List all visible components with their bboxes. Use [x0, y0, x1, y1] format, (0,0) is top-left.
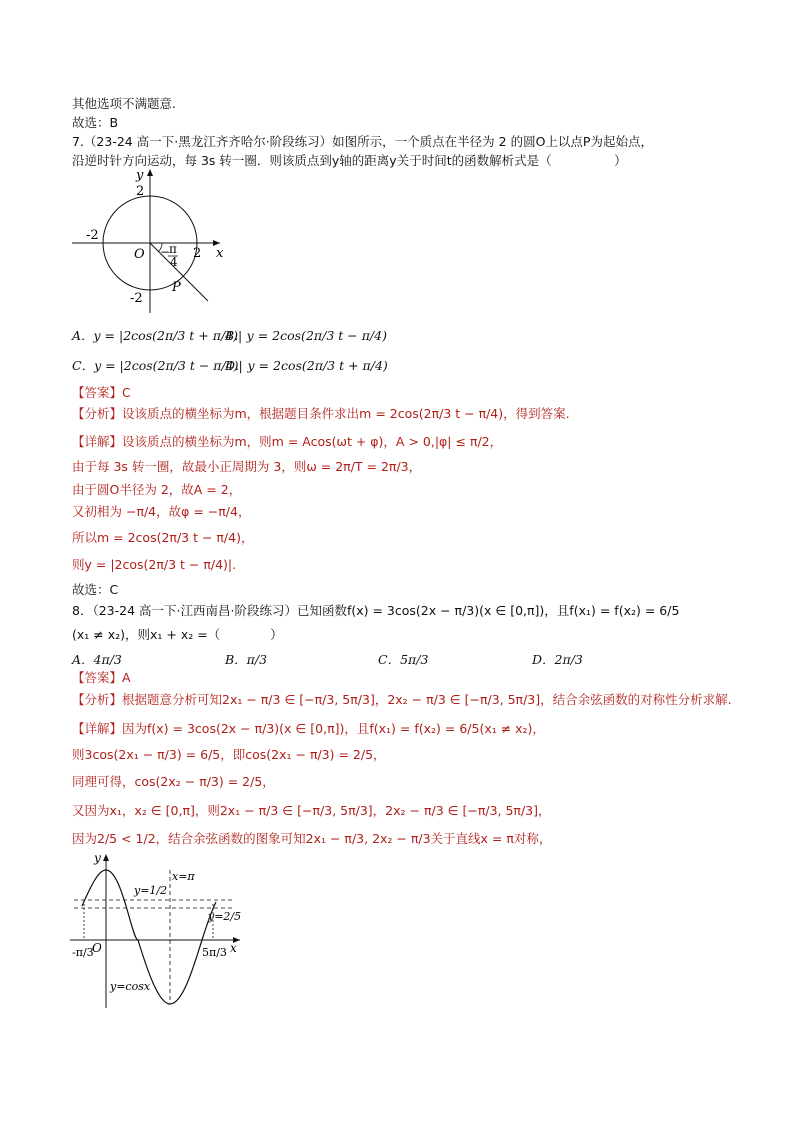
q7-circle-figure	[70, 165, 230, 315]
q7-option-d[interactable]: D．y = 2cos(2π/3 t + π/4)	[225, 358, 388, 373]
q8-answer: 【答案】A	[72, 670, 131, 685]
prev-conclusion-text: 其他选项不满题意.	[72, 96, 176, 111]
q8-stem-line2: (x₁ ≠ x₂)，则x₁ + x₂ =（ ）	[72, 627, 283, 642]
q7-detail-line6: 则y = |2cos(2π/3 t − π/4)|.	[72, 557, 237, 572]
q8-option-d[interactable]: D．2π/3	[532, 652, 583, 667]
y-axis-label: y	[94, 851, 101, 865]
q7-detail-line3: 由于圆O半径为 2，故A = 2，	[72, 482, 242, 497]
q7-answer: 【答案】C	[72, 385, 131, 400]
q8-option-a[interactable]: A．4π/3	[72, 652, 122, 667]
y-axis-label: y	[136, 168, 144, 183]
q7-detail-line2: 由于每 3s 转一圈，故最小正周期为 3，则ω = 2π/T = 2π/3，	[72, 459, 422, 474]
label-5pi-over-3: 5π/3	[202, 946, 227, 959]
prev-answer-choice: 故选：B	[72, 115, 119, 130]
q8-detail-line3: 同理可得，cos(2x₂ − π/3) = 2/5，	[72, 774, 275, 789]
label-y-half: y=1/2	[134, 884, 168, 897]
x-axis-label: x	[230, 941, 237, 955]
q8-option-c[interactable]: C．5π/3	[378, 652, 429, 667]
q8-option-b[interactable]: B．π/3	[225, 652, 268, 667]
x-axis-label: x	[216, 246, 224, 261]
label-neg-pi-over-3: -π/3	[72, 946, 94, 959]
q7-detail-line1: 【详解】设该质点的横坐标为m，则m = Acos(ωt + φ)，A > 0,|φ| ≤ π/2，	[72, 434, 503, 449]
tick-bottom-label: -2	[130, 291, 143, 306]
label-x-pi: x=π	[172, 870, 195, 883]
label-y-two-fifths: y=2/5	[208, 910, 242, 923]
q7-final-choice: 故选：C	[72, 582, 119, 597]
q8-detail-line1: 【详解】因为f(x) = 3cos(2x − π/3)(x ∈ [0,π])，且f(x₁) = f(x₂) = 6/5(x₁ ≠ x₂)，	[72, 721, 545, 736]
q7-option-b[interactable]: B．y = 2cos(2π/3 t − π/4)	[225, 328, 387, 343]
tick-top-label: 2	[136, 184, 145, 199]
q8-detail-line2: 则3cos(2x₁ − π/3) = 6/5，即cos(2x₁ − π/3) = 2/5，	[72, 747, 386, 762]
q8-analysis: 【分析】根据题意分析可知2x₁ − π/3 ∈ [−π/3, 5π/3]，2x₂ − π/3 ∈ [−π/3, 5π/3]，结合余弦函数的对称性分析求解.	[72, 692, 732, 707]
q8-detail-line5: 因为2/5 < 1/2，结合余弦函数的图象可知2x₁ − π/3, 2x₂ − π/3关于直线x = π对称，	[72, 831, 552, 846]
q7-stem-line2: 沿逆时针方向运动，每 3s 转一圈．则该质点到y轴的距离y关于时间t的函数解析式是（ ）	[72, 153, 627, 168]
tick-left-label: -2	[86, 228, 99, 243]
tick-right-label: 2	[193, 246, 202, 261]
point-p-label: P	[172, 280, 181, 295]
q7-analysis: 【分析】设该质点的横坐标为m，根据题目条件求出m = 2cos(2π/3 t − π/4)，得到答案.	[72, 406, 570, 421]
origin-label: O	[92, 941, 102, 955]
origin-label: O	[134, 247, 145, 262]
q7-option-a[interactable]: A．y = |2cos(2π/3 t + π/4)|	[72, 328, 243, 343]
q8-detail-line4: 又因为x₁，x₂ ∈ [0,π]，则2x₁ − π/3 ∈ [−π/3, 5π/3]，2x₂ − π/3 ∈ [−π/3, 5π/3]，	[72, 803, 551, 818]
q8-stem-line1: 8．（23-24 高一下·江西南昌·阶段练习）已知函数f(x) = 3cos(2x − π/3)(x ∈ [0,π])，且f(x₁) = f(x₂) = 6/5	[72, 603, 680, 618]
q7-detail-line5: 所以m = 2cos(2π/3 t − π/4)，	[72, 530, 254, 545]
q7-stem-line1: 7.（23-24 高一下·黑龙江齐齐哈尔·阶段练习）如图所示，一个质点在半径为 2 的圆O上以点P为起始点，	[72, 134, 653, 149]
label-y-cosx: y=cosx	[110, 980, 151, 993]
q8-cosine-figure	[70, 848, 250, 1013]
q7-option-c[interactable]: C．y = |2cos(2π/3 t − π/4)|	[72, 358, 243, 373]
angle-sign: −	[160, 245, 171, 259]
q7-detail-line4: 又初相为 −π/4，故φ = −π/4，	[72, 504, 251, 519]
angle-numerator: π	[169, 242, 177, 256]
angle-denominator: 4	[170, 255, 178, 269]
